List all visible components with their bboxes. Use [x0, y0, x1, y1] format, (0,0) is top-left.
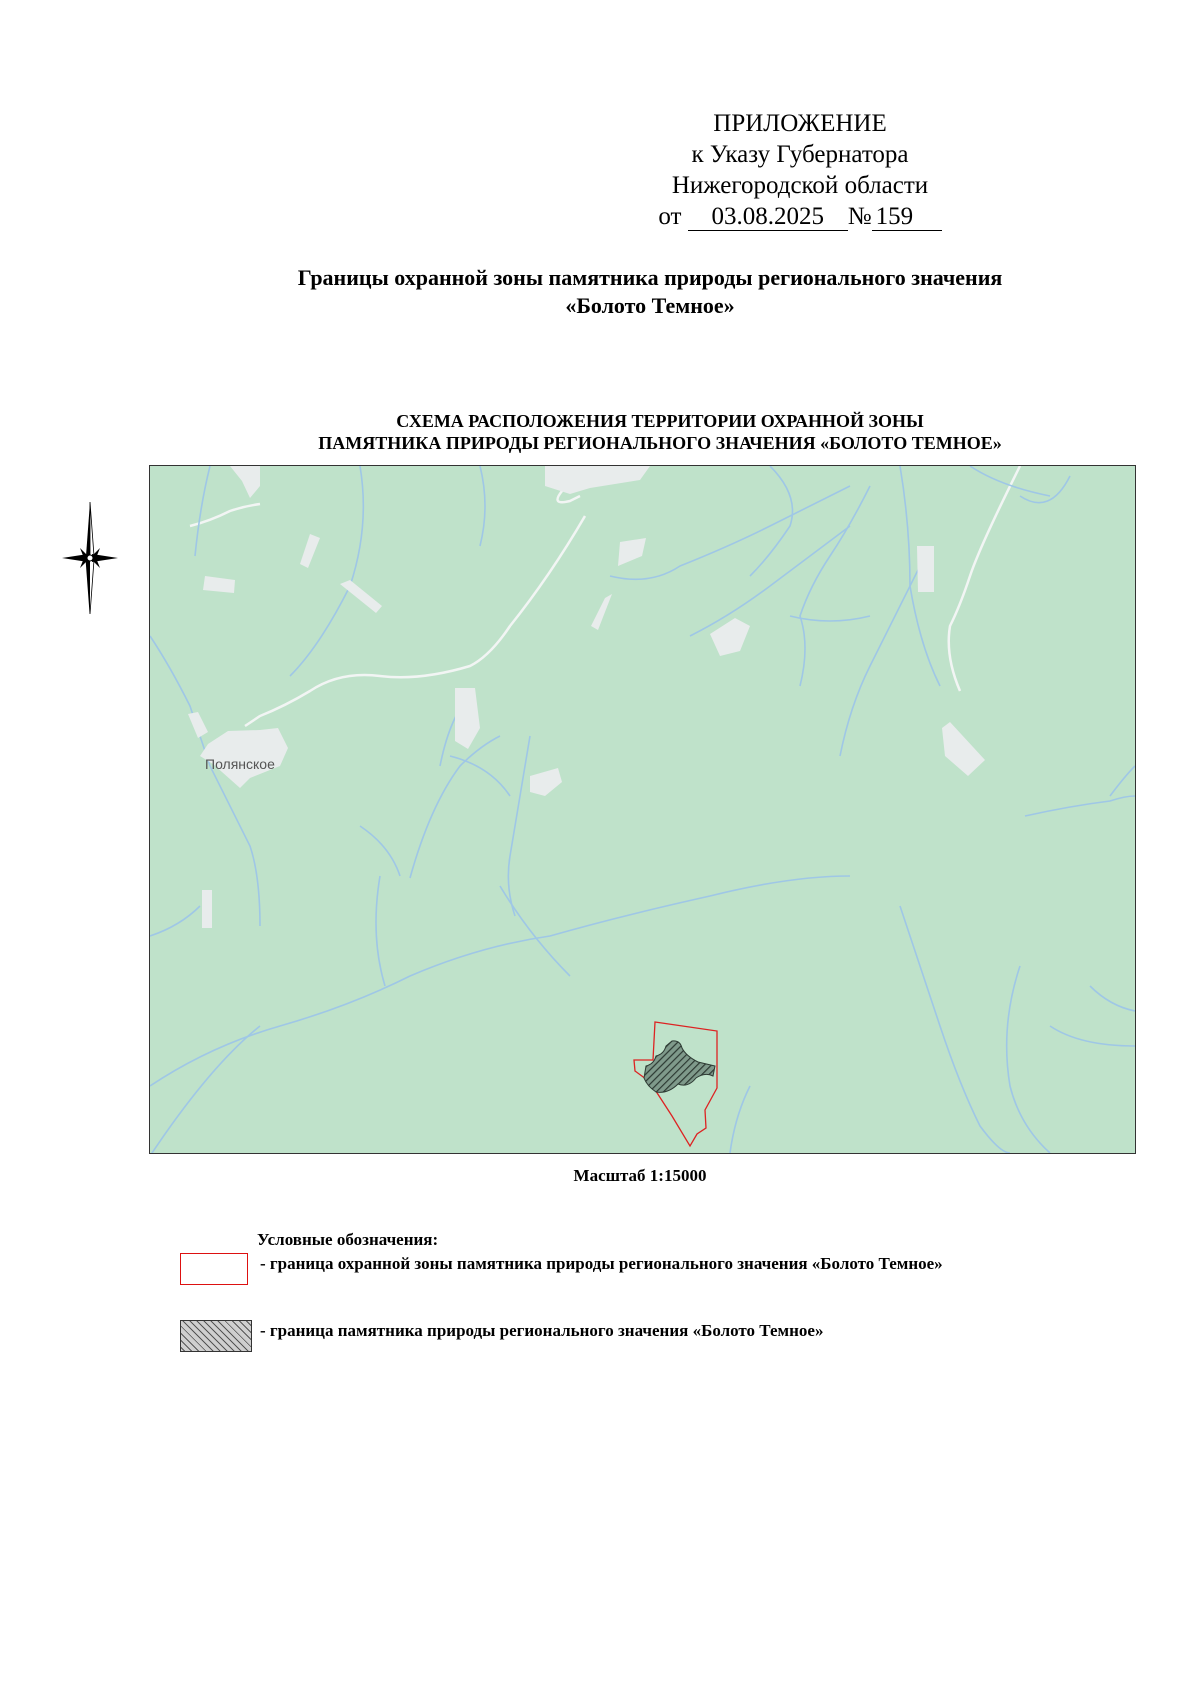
number-label: №	[847, 203, 872, 230]
clearings	[188, 466, 985, 928]
appendix-heading: ПРИЛОЖЕНИЕ	[713, 110, 887, 137]
settlement-label: Полянское	[205, 756, 275, 772]
map-heading-line2: ПАМЯТНИКА ПРИРОДЫ РЕГИОНАЛЬНОГО ЗНАЧЕНИЯ «БОЛОТО ТЕМНОЕ»	[318, 433, 1002, 453]
roads	[190, 466, 1020, 726]
clearing-2	[545, 466, 650, 494]
clearing-13	[942, 722, 985, 776]
clearing-6	[618, 538, 646, 566]
legend-title: Условные обозначения:	[257, 1230, 439, 1249]
clearing-5	[340, 580, 382, 613]
clearing-11	[188, 712, 208, 738]
document-title-line1: Границы охранной зоны памятника природы регионального значения	[297, 265, 1003, 290]
clearing-12	[530, 768, 562, 796]
clearing-7	[591, 594, 612, 630]
clearing-8	[710, 618, 750, 656]
map-canvas	[150, 466, 1135, 1153]
map-frame	[149, 465, 1136, 1154]
appendix-date-number-line	[600, 201, 1000, 232]
clearing-9	[917, 546, 934, 592]
appendix-region-line: Нижегородской области	[671, 172, 929, 199]
legend-swatch-red-outline	[180, 1253, 248, 1285]
document-title	[100, 264, 1200, 320]
clearing-3	[300, 534, 320, 568]
streams	[150, 466, 1135, 1153]
legend-item-monument-boundary-label: - граница памятника природы регионального значения «Болото Темное»	[260, 1321, 824, 1340]
appendix-decree-line: к Указу Губернатора	[691, 141, 909, 168]
north-arrow-icon	[60, 502, 120, 614]
decree-number: 159	[872, 204, 942, 231]
nature-monument-area	[644, 1041, 715, 1092]
map-scale: Масштаб 1:15000	[573, 1166, 707, 1185]
appendix-block	[600, 108, 1000, 232]
map-heading-line1: СХЕМА РАСПОЛОЖЕНИЯ ТЕРРИТОРИИ ОХРАННОЙ ЗОНЫ	[396, 411, 924, 431]
clearing-4	[203, 576, 235, 593]
from-label: от	[658, 203, 682, 230]
clearing-1	[230, 466, 260, 498]
map-heading	[140, 410, 1180, 454]
clearing-10	[455, 688, 480, 749]
legend-swatch-hatched	[180, 1320, 252, 1352]
decree-date: 03.08.2025	[688, 204, 848, 231]
legend-item-zone-boundary-label: - граница охранной зоны памятника природы регионального значения «Болото Темное»	[260, 1254, 943, 1273]
document-title-line2: «Болото Темное»	[565, 293, 735, 318]
clearing-14	[202, 890, 212, 928]
